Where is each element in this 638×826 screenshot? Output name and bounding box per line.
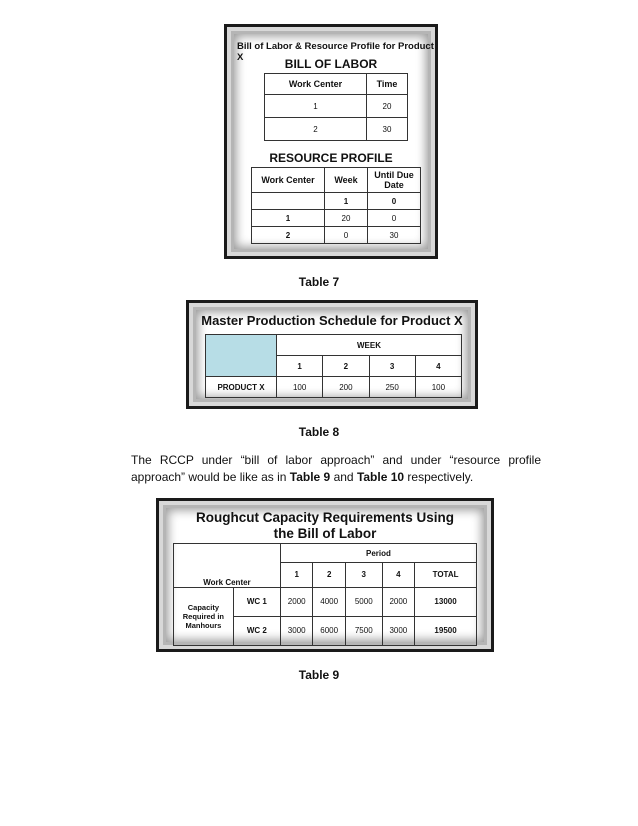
total-header: TOTAL (415, 563, 477, 588)
table-cell: 4000 (313, 587, 346, 616)
rccp-table (173, 543, 477, 646)
mps-figure (186, 300, 478, 409)
resource-profile-table (251, 167, 421, 244)
header-cell: Time (367, 74, 408, 95)
blank-header-cell (174, 544, 281, 563)
bill-of-labor-figure (224, 24, 438, 259)
header-cell: Work Center (252, 168, 325, 193)
table-9-caption: Table 9 (298, 668, 340, 682)
wc-label: WC 2 (233, 616, 280, 645)
table-cell: 1 (252, 210, 325, 227)
title-line: Roughcut Capacity Requirements Using (195, 510, 455, 525)
total-cell: 19500 (415, 616, 477, 645)
period-cell: 1 (280, 563, 313, 588)
total-cell: 13000 (415, 587, 477, 616)
work-center-header: Work Center (174, 563, 281, 588)
header-cell: Work Center (265, 74, 367, 95)
table-8-caption: Table 8 (298, 425, 340, 439)
table-cell: 3000 (280, 616, 313, 645)
table-cell (252, 193, 325, 210)
week-cell: 4 (415, 356, 461, 377)
table-cell: 0 (368, 210, 421, 227)
table-cell: 30 (368, 227, 421, 244)
period-cell: 2 (313, 563, 346, 588)
table-reference: Table 9 (289, 470, 331, 484)
period-cell: 4 (382, 563, 415, 588)
table-cell: 5000 (345, 587, 382, 616)
header-cell: Week (325, 168, 368, 193)
row-group-label: Capacity Required in Manhours (174, 587, 234, 645)
table-reference: Table 10 (356, 470, 405, 484)
table-cell: 100 (277, 377, 323, 398)
week-cell: 1 (277, 356, 323, 377)
table-cell: 2 (265, 118, 367, 141)
mps-table (205, 334, 462, 398)
period-cell: 3 (345, 563, 382, 588)
header-cell: Until Due Date (368, 168, 421, 193)
table-cell: 1 (325, 193, 368, 210)
paragraph-text: and (330, 470, 357, 484)
row-label: PRODUCT X (206, 377, 277, 398)
figure-title: Master Production Schedule for Product X (201, 313, 463, 328)
table-cell: 3000 (382, 616, 415, 645)
week-cell: 3 (369, 356, 415, 377)
table-cell: 0 (368, 193, 421, 210)
resource-profile-heading: RESOURCE PROFILE (269, 151, 393, 165)
table-cell: 2000 (382, 587, 415, 616)
table-cell: 7500 (345, 616, 382, 645)
figure-title (159, 510, 491, 542)
table-cell: 2000 (280, 587, 313, 616)
period-header: Period (280, 544, 476, 563)
table-cell: 0 (325, 227, 368, 244)
table-cell: 1 (265, 95, 367, 118)
table-cell: 6000 (313, 616, 346, 645)
title-line: the Bill of Labor (273, 526, 377, 541)
table-cell: 20 (367, 95, 408, 118)
blank-header-cell (206, 335, 277, 377)
table-cell: 100 (415, 377, 461, 398)
figure-title: Bill of Labor & Resource Profile for Product X (237, 41, 434, 63)
wc-label: WC 1 (233, 587, 280, 616)
table-cell: 250 (369, 377, 415, 398)
table-7-caption: Table 7 (298, 275, 340, 289)
paragraph-text: respectively. (404, 470, 474, 484)
bill-of-labor-heading: BILL OF LABOR (284, 57, 378, 71)
table-cell: 2 (252, 227, 325, 244)
bill-of-labor-table (264, 73, 408, 141)
table-cell: 200 (323, 377, 369, 398)
week-header: WEEK (277, 335, 462, 356)
table-cell: 20 (325, 210, 368, 227)
paragraph-text: The RCCP under “bill of labor approach” and under “resource profile approach” would be like as in (131, 453, 541, 484)
week-cell: 2 (323, 356, 369, 377)
rccp-figure (156, 498, 494, 652)
body-paragraph (131, 452, 541, 486)
table-cell: 30 (367, 118, 408, 141)
